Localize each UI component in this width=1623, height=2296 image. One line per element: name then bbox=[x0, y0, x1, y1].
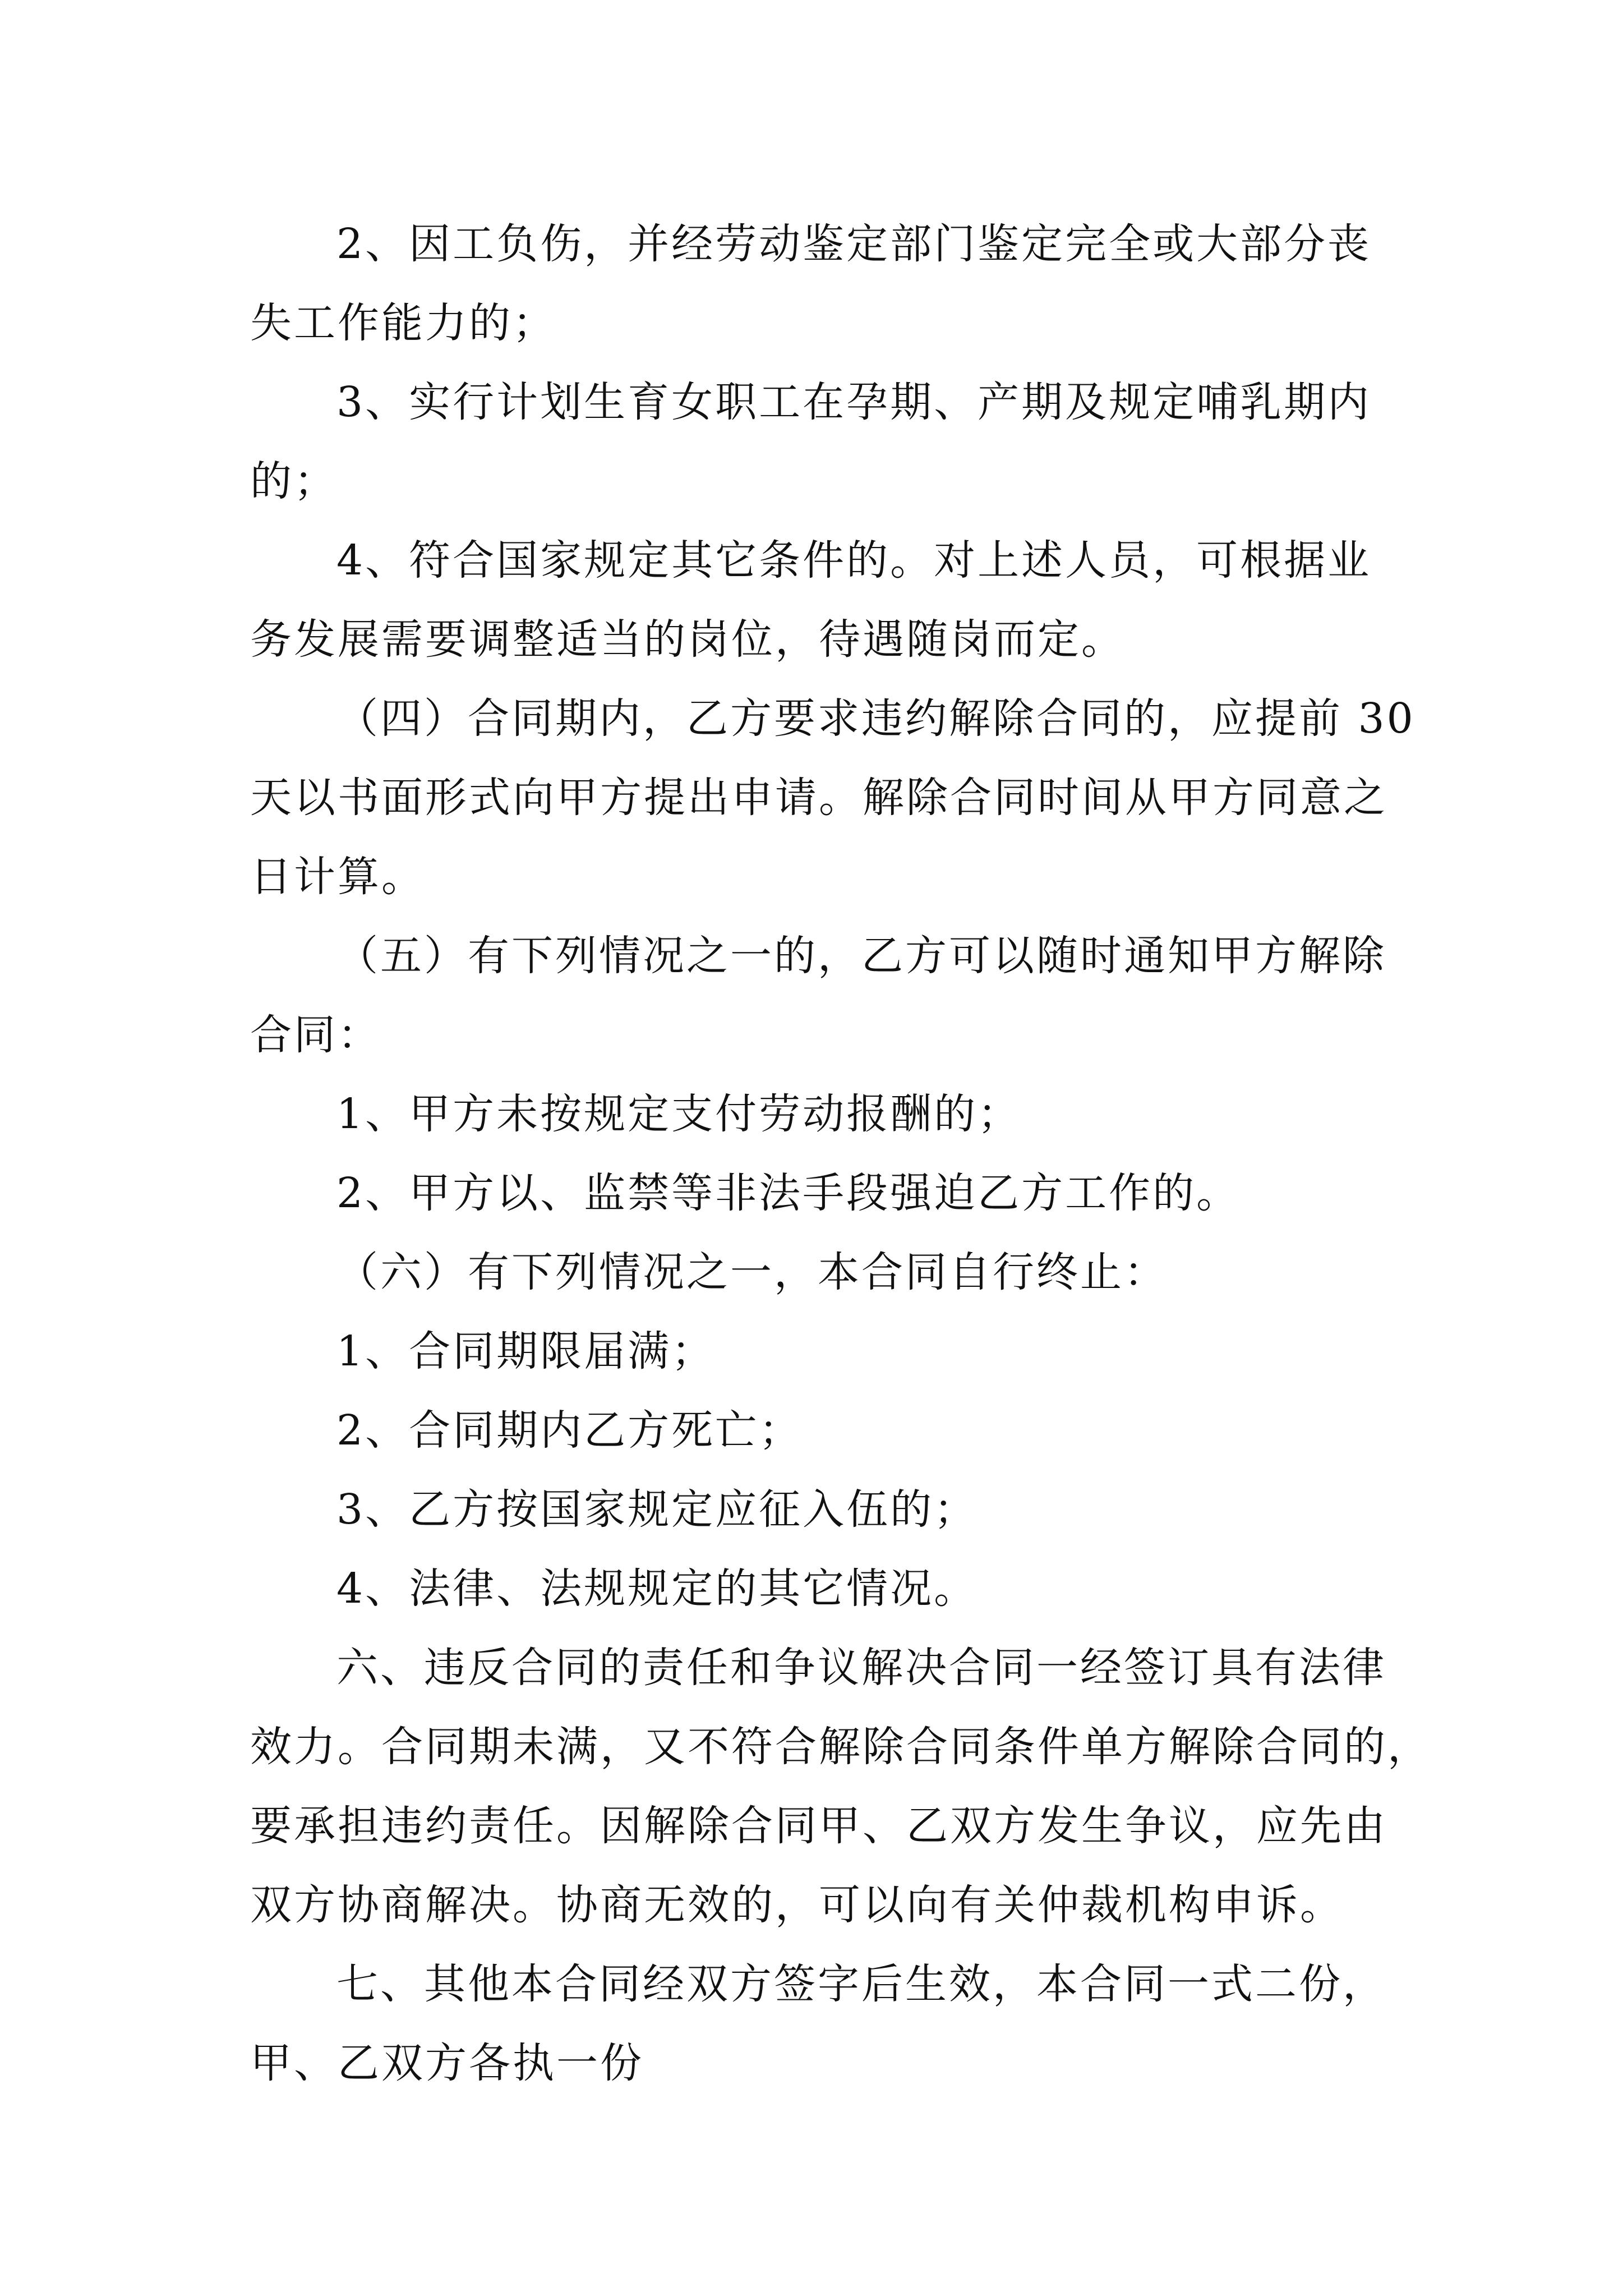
paragraph-line-2: 失工作能力的； bbox=[250, 299, 556, 347]
paragraph-line-9: 日计算。 bbox=[250, 853, 425, 901]
paragraph-line-20: 效力。合同期未满，又不符合解除合同条件单方解除合同的， bbox=[250, 1723, 1431, 1771]
paragraph-line-11: 合同： bbox=[250, 1011, 381, 1059]
paragraph-line-3: 3、实行计划生育女职工在孕期、产期及规定哺乳期内 bbox=[336, 378, 1372, 426]
paragraph-line-1: 2、因工负伤，并经劳动鉴定部门鉴定完全或大部分丧 bbox=[336, 220, 1372, 268]
paragraph-line-17: 3、乙方按国家规定应征入伍的； bbox=[336, 1485, 978, 1534]
paragraph-line-24: 甲、乙双方各执一份 bbox=[250, 2039, 644, 2087]
paragraph-line-19: 六、违反合同的责任和争议解决合同一经签订具有法律 bbox=[336, 1644, 1386, 1692]
paragraph-line-13: 2、甲方以、监禁等非法手段强迫乙方工作的。 bbox=[336, 1169, 1241, 1217]
paragraph-line-16: 2、合同期内乙方死亡； bbox=[336, 1406, 803, 1455]
paragraph-line-6: 务发展需要调整适当的岗位，待遇随岗而定。 bbox=[250, 615, 1125, 664]
paragraph-line-22: 双方协商解决。协商无效的，可以向有关仲裁机构申诉。 bbox=[250, 1881, 1344, 1929]
paragraph-line-8: 天以书面形式向甲方提出申请。解除合同时间从甲方同意之 bbox=[250, 774, 1387, 822]
paragraph-line-18: 4、法律、法规规定的其它情况。 bbox=[336, 1565, 978, 1613]
paragraph-line-12: 1、甲方未按规定支付劳动报酬的； bbox=[336, 1090, 1022, 1138]
paragraph-line-4: 的； bbox=[250, 457, 338, 505]
paragraph-line-15: 1、合同期限届满； bbox=[336, 1327, 716, 1375]
paragraph-line-14: （六）有下列情况之一，本合同自行终止： bbox=[336, 1248, 1168, 1296]
paragraph-line-5: 4、符合国家规定其它条件的。对上述人员，可根据业 bbox=[336, 536, 1372, 585]
paragraph-line-23: 七、其他本合同经双方签字后生效，本合同一式二份， bbox=[336, 1960, 1386, 2008]
paragraph-line-10: （五）有下列情况之一的，乙方可以随时通知甲方解除 bbox=[336, 932, 1386, 980]
paragraph-line-21: 要承担违约责任。因解除合同甲、乙双方发生争议，应先由 bbox=[250, 1802, 1387, 1850]
paragraph-line-7: （四）合同期内，乙方要求违约解除合同的，应提前 30 bbox=[336, 694, 1415, 743]
